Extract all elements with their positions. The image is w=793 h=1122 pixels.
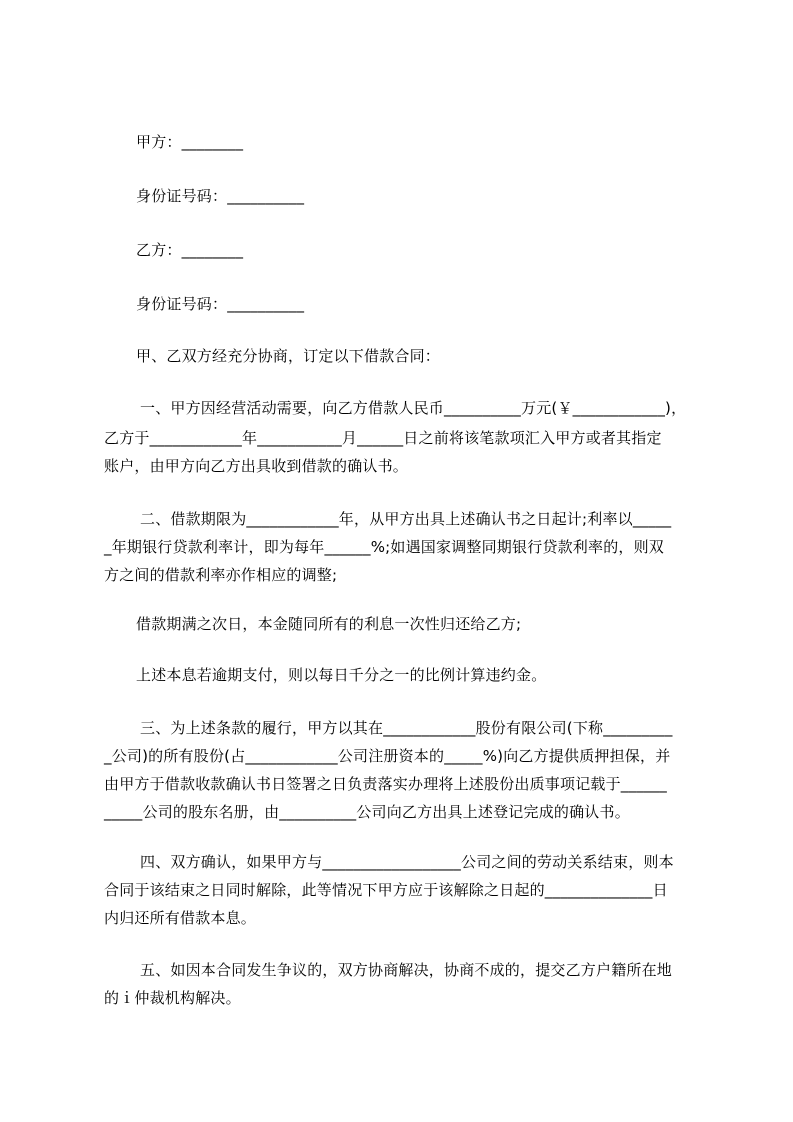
intro-paragraph: 甲、乙双方经充分协商，订定以下借款合同： (136, 347, 441, 365)
clause-4-line-3: 内归还所有借款本息。 (104, 909, 257, 927)
clause-1-line-1: 一、甲方因经营活动需要，向乙方借款人民币__________万元(￥____________)， (140, 399, 687, 417)
clause-5-line-2: 的ｉ仲裁机构解决。 (104, 989, 241, 1007)
clause-2-line-2: _年期银行贷款利率计，即为每年______%;如遇国家调整同期银行贷款利率的，则双 (104, 538, 665, 556)
repayment-paragraph: 借款期满之次日，本金随同所有的利息一次性归还给乙方; (136, 615, 522, 633)
party-a-line: 甲方：________ (136, 133, 244, 151)
penalty-paragraph: 上述本息若逾期支付，则以每日千分之一的比例计算违约金。 (136, 666, 547, 684)
party-b-id-line: 身份证号码：__________ (136, 295, 305, 313)
clause-1-line-2: 乙方于____________年___________月______日之前将该笔款项汇入甲方或者其指定 (104, 429, 662, 447)
clause-4-line-2: 合同于该结束之日同时解除，此等情况下甲方应于该解除之日起的______________日 (104, 881, 668, 899)
clause-4-line-1: 四、双方确认，如果甲方与__________________公司之间的劳动关系结束，则本 (140, 853, 674, 871)
clause-3-line-3: 由甲方于借款收款确认书日签署之日负责落实办理将上述股份出质事项记载于______ (104, 775, 668, 793)
clause-3-line-4: _____公司的股东名册，由__________公司向乙方出具上述登记完成的确认书。 (104, 803, 630, 821)
clause-1-line-3: 账户，由甲方向乙方出具收到借款的确认书。 (104, 457, 409, 475)
clause-2-line-1: 二、借款期限为____________年，从甲方出具上述确认书之日起计;利率以_____ (140, 510, 672, 528)
party-b-line: 乙方：________ (136, 241, 244, 259)
party-a-id-line: 身份证号码：__________ (136, 187, 305, 205)
clause-3-line-1: 三、为上述条款的履行，甲方以其在____________股份有限公司(下称_________ (140, 719, 673, 737)
clause-3-line-2: _公司)的所有股份(占____________公司注册资本的_____%)向乙方提供质押担保，并 (104, 747, 671, 765)
clause-2-line-3: 方之间的借款利率亦作相应的调整; (104, 566, 338, 584)
clause-5-line-1: 五、如因本合同发生争议的，双方协商解决，协商不成的，提交乙方户籍所在地 (140, 961, 673, 979)
